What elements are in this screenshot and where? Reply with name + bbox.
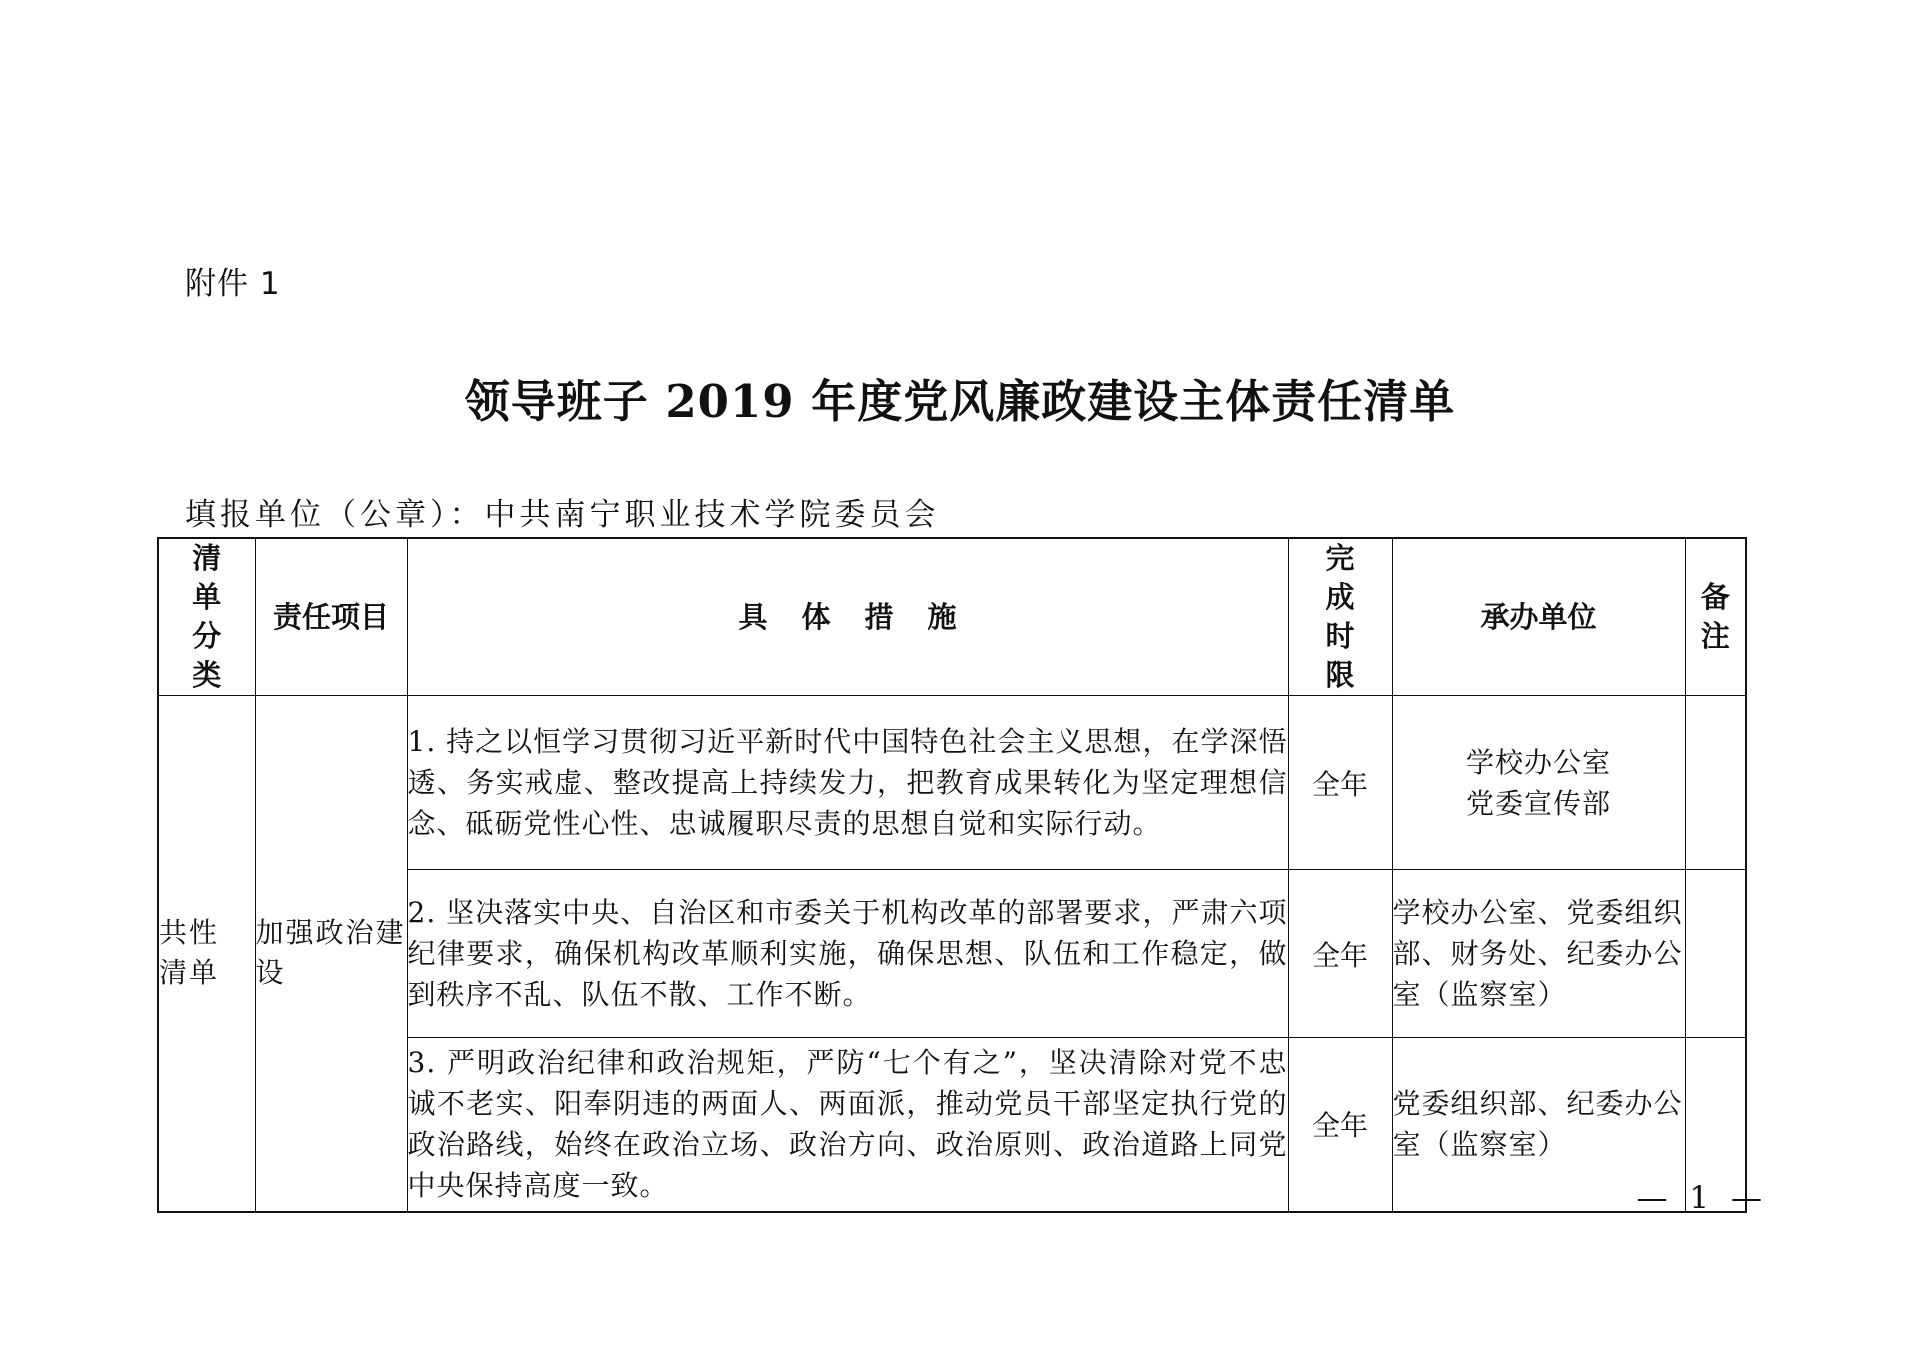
remark-cell xyxy=(1685,696,1746,870)
responsibility-table xyxy=(157,537,1747,1213)
measure-cell: 1. 持之以恒学习贯彻习近平新时代中国特色社会主义思想，在学深悟透、务实戒虚、整改提高上持续发力，把教育成果转化为坚定理想信念、砥砺党性心性、忠诚履职尽责的思想自觉和实际行动。 xyxy=(407,696,1288,870)
header-period: 完成时限 xyxy=(1288,538,1392,696)
header-category: 清单分类 xyxy=(158,538,255,696)
office-cell xyxy=(1392,696,1685,870)
table-row xyxy=(158,696,1746,870)
period-cell: 全年 xyxy=(1288,696,1392,870)
header-remark: 备注 xyxy=(1685,538,1746,696)
header-office: 承办单位 xyxy=(1392,538,1685,696)
filing-unit: 填报单位（公章）：中共南宁职业技术学院委员会 xyxy=(185,497,940,533)
page-number: — 1 — xyxy=(1636,1180,1768,1216)
period-cell: 全年 xyxy=(1288,1038,1392,1212)
header-measures: 具体措施 xyxy=(407,538,1288,696)
office-line: 党委组织部、纪委办公室（监察室） xyxy=(1392,1087,1683,1162)
header-row xyxy=(158,538,1746,696)
office-line: 学校办公室 xyxy=(1465,745,1611,779)
item-cell: 加强政治建设 xyxy=(255,696,407,1212)
attachment-label: 附件 1 xyxy=(185,266,281,302)
office-cell xyxy=(1392,870,1685,1038)
remark-cell xyxy=(1685,870,1746,1038)
document-title: 领导班子 2019 年度党风廉政建设主体责任清单 xyxy=(464,375,1456,428)
period-cell: 全年 xyxy=(1288,870,1392,1038)
category-cell: 共性清单 xyxy=(158,696,255,1212)
measure-cell: 3. 严明政治纪律和政治规矩，严防“七个有之”，坚决清除对党不忠诚不老实、阳奉阴违的两面人、两面派，推动党员干部坚定执行党的政治路线，始终在政治立场、政治方向、政治原则、政治道路上同党中央保持高度一致。 xyxy=(407,1038,1288,1212)
office-line: 学校办公室、党委组织部、财务处、纪委办公室（监察室） xyxy=(1392,896,1683,1011)
measure-cell: 2. 坚决落实中央、自治区和市委关于机构改革的部署要求，严肃六项纪律要求，确保机构改革顺利实施，确保思想、队伍和工作稳定，做到秩序不乱、队伍不散、工作不断。 xyxy=(407,870,1288,1038)
office-line: 党委宣传部 xyxy=(1465,786,1611,820)
header-item: 责任项目 xyxy=(255,538,407,696)
